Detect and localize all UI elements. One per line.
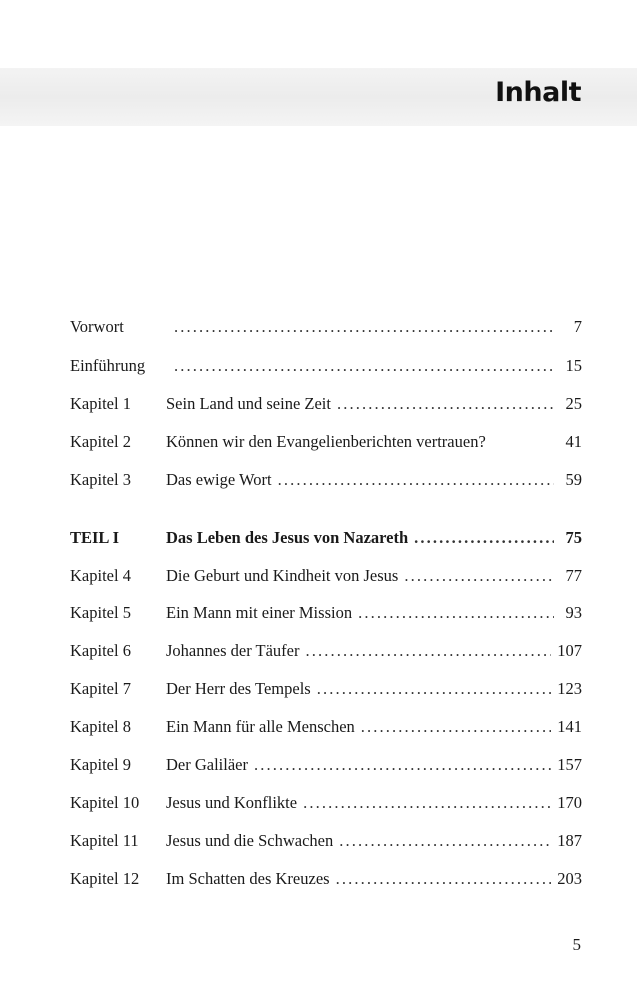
dot-leader (303, 791, 551, 815)
page-title: Inhalt (495, 77, 581, 108)
toc-entry-title: Ein Mann mit einer Mission (166, 603, 353, 622)
toc-entry-kapitel-6[interactable] (70, 639, 582, 663)
toc-entry-page: 141 (557, 717, 582, 736)
dot-leader (174, 354, 554, 378)
page-number: 5 (572, 935, 581, 954)
toc-entry-title: Der Galiläer (166, 755, 248, 774)
toc-entry-label: Einführung (70, 356, 146, 375)
toc-entry-label: Kapitel 3 (70, 470, 131, 489)
toc-entry-label: TEIL I (70, 528, 120, 547)
toc-entry-label: Kapitel 2 (70, 432, 131, 451)
toc-entry-kapitel-2[interactable] (70, 430, 582, 454)
dot-leader (404, 564, 554, 588)
toc-entry-label: Kapitel 10 (70, 793, 140, 812)
toc-entry-label: Vorwort (70, 317, 124, 336)
toc-entry-title: Jesus und Konflikte (166, 793, 298, 812)
toc-entry-page: 107 (557, 641, 582, 660)
toc-entry-title: Können wir den Evangelienberichten vertrauen? (166, 432, 486, 451)
toc-entry-kapitel-12[interactable] (70, 867, 582, 891)
toc-entry-page: 25 (565, 394, 582, 413)
dot-leader (414, 526, 554, 550)
toc-entry-kapitel-5[interactable] (70, 601, 582, 625)
toc-entry-page: 59 (565, 470, 582, 489)
toc-entry-title: Das ewige Wort (166, 470, 272, 489)
toc-entry-page: 41 (565, 432, 582, 451)
dot-leader (174, 315, 554, 339)
toc-entry-kapitel-9[interactable] (70, 753, 582, 777)
toc-entry-page: 170 (557, 793, 582, 812)
dot-leader (278, 468, 554, 492)
toc-entry-kapitel-1[interactable] (70, 392, 582, 416)
toc-entry-title: Im Schatten des Kreuzes (166, 869, 330, 888)
dot-leader (336, 867, 552, 891)
toc-entry-page: 15 (565, 356, 582, 375)
toc-entry-page: 93 (565, 603, 582, 622)
dot-leader (317, 677, 552, 701)
toc-entry-kapitel-7[interactable] (70, 677, 582, 701)
toc-entry-label: Kapitel 7 (70, 679, 131, 698)
dot-leader (305, 639, 551, 663)
toc-entry-teil-1[interactable] (70, 526, 582, 550)
toc-entry-title: Jesus und die Schwachen (166, 831, 334, 850)
toc-entry-label: Kapitel 5 (70, 603, 131, 622)
toc-entry-title: Der Herr des Tempels (166, 679, 311, 698)
toc-entry-title: Sein Land und seine Zeit (166, 394, 331, 413)
toc-entry-page: 187 (557, 831, 582, 850)
dot-leader (361, 715, 551, 739)
toc-entry-label: Kapitel 1 (70, 394, 131, 413)
toc-entry-page: 157 (557, 755, 582, 774)
toc-entry-title: Das Leben des Jesus von Nazareth (166, 528, 409, 547)
toc-entry-page: 7 (573, 317, 582, 336)
toc-entry-title: Johannes der Täufer (166, 641, 300, 660)
toc-entry-kapitel-10[interactable] (70, 791, 582, 815)
dot-leader (254, 753, 551, 777)
toc-entry-label: Kapitel 12 (70, 869, 140, 888)
toc-entry-vorwort[interactable] (70, 315, 582, 339)
toc-entry-kapitel-4[interactable] (70, 564, 582, 588)
dot-leader (337, 392, 554, 416)
toc-entry-label: Kapitel 8 (70, 717, 131, 736)
toc-entry-page: 123 (557, 679, 582, 698)
dot-leader (339, 829, 551, 853)
toc-entry-label: Kapitel 4 (70, 566, 131, 585)
toc-entry-kapitel-11[interactable] (70, 829, 582, 853)
toc-entry-kapitel-3[interactable] (70, 468, 582, 492)
toc-entry-label: Kapitel 9 (70, 755, 131, 774)
toc-entry-kapitel-8[interactable] (70, 715, 582, 739)
toc-entry-page: 203 (557, 869, 582, 888)
toc-entry-page: 77 (565, 566, 582, 585)
toc-entry-label: Kapitel 11 (70, 831, 139, 850)
toc-entry-title: Ein Mann für alle Menschen (166, 717, 355, 736)
toc-entry-label: Kapitel 6 (70, 641, 131, 660)
toc-entry-page: 75 (565, 528, 582, 547)
toc-entry-title: Die Geburt und Kindheit von Jesus (166, 566, 399, 585)
dot-leader (358, 601, 554, 625)
toc-entry-einfuehrung[interactable] (70, 354, 582, 378)
